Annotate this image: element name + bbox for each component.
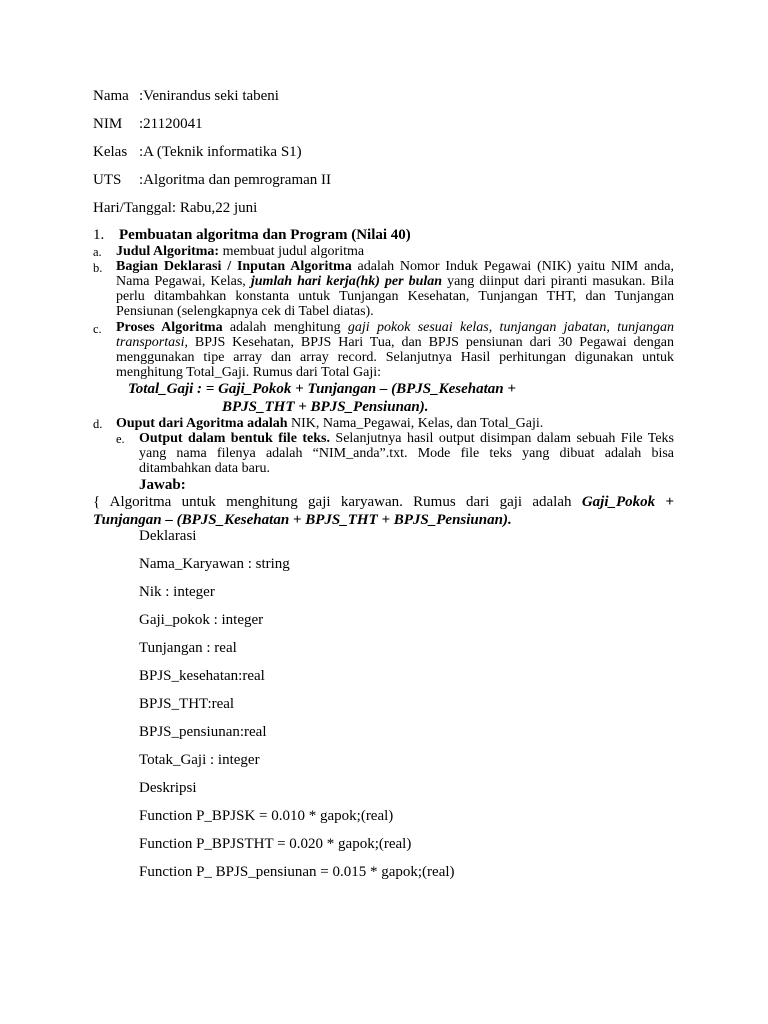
item-c-italic2: transportasi (116, 335, 185, 350)
item-e-line3: ditambahkan data baru. (139, 461, 271, 476)
nama-row (93, 88, 279, 105)
section-number: 1. (93, 227, 105, 243)
comment-formula-part2: Tunjangan – (BPJS_Kesehatan + BPJS_THT + BPJS_Pensiunan). (93, 512, 512, 528)
item-e-marker: e. (116, 432, 125, 446)
declaration-line: Tunjangan : real (139, 640, 237, 656)
function-line: Function P_BPJSTHT = 0.020 * gapok;(real) (139, 836, 412, 852)
deskripsi-heading: Deskripsi (139, 780, 197, 796)
jawab-colon: : (180, 477, 186, 493)
item-c-marker: c. (93, 322, 102, 336)
formula-line2: BPJS_THT + BPJS_Pensiunan). (222, 399, 429, 415)
function-line: Function P_BPJSK = 0.010 * gapok;(real) (139, 808, 394, 824)
kelas-value: :A (Teknik informatika S1) (139, 144, 302, 160)
item-a-bold: Judul Algoritma: (116, 244, 220, 259)
item-d-bold: Ouput dari Agoritma adalah (116, 416, 288, 431)
function-line: Function P_ BPJS_pensiunan = 0.015 * gapok;(real) (139, 864, 455, 880)
item-b-line1 (116, 259, 674, 274)
comment-line1 (93, 494, 674, 511)
uts-row (93, 172, 331, 189)
item-a-text: membuat judul algoritma (219, 244, 365, 259)
comment-text: { Algoritma untuk menghitung gaji karyawan. Rumus dari gaji adalah (93, 494, 582, 510)
uts-label: UTS (93, 172, 122, 188)
item-d (116, 416, 543, 431)
item-d-text: NIK, Nama_Pegawai, Kelas, dan Total_Gaji. (287, 416, 544, 431)
item-c-bold: Proses Algoritma (116, 320, 223, 335)
declaration-line: BPJS_pensiunan:real (139, 724, 267, 740)
formula-line1: Total_Gaji : = Gaji_Pokok + Tunjangan – (BPJS_Kesehatan + (128, 381, 516, 397)
item-b-marker: b. (93, 261, 103, 275)
kelas-row (93, 144, 302, 161)
declaration-line: BPJS_THT:real (139, 696, 235, 712)
item-c-line4: menghitung Total_Gaji. Rumus dari Total Gaji: (116, 365, 382, 380)
item-b-text2: Nama Pegawai, Kelas, (116, 274, 251, 289)
item-b-text3: yang diinput dari piranti masukan. Bila (442, 274, 674, 289)
section-heading (93, 227, 411, 244)
item-a-marker: a. (93, 245, 102, 259)
jawab-text: Jawab (139, 477, 181, 493)
declaration-line: BPJS_kesehatan:real (139, 668, 265, 684)
section-title: Pembuatan algoritma dan Program (Nilai 40) (119, 227, 411, 243)
item-e-bold: Output dalam bentuk file teks. (139, 431, 330, 446)
declaration-line: Nik : integer (139, 584, 215, 600)
declaration-line: Nama_Karyawan : string (139, 556, 290, 572)
nim-label: NIM (93, 116, 123, 132)
item-b-line4: Pensiunan (selengkapnya cek di Tabel diatas). (116, 304, 374, 319)
item-b-line3: perlu ditambahkan konstanta untuk Tunjangan Kesehatan, Tunjangan THT, dan Tunjangan (116, 289, 674, 304)
item-b-bold: Bagian Deklarasi / Inputan Algoritma (116, 259, 352, 274)
nama-label: Nama (93, 88, 129, 104)
item-e-line2: yang nama filenya adalah “NIM_anda”.txt. Mode file teks yang dibuat adalah bisa (139, 446, 674, 461)
declaration-line: Gaji_pokok : integer (139, 612, 264, 628)
item-c-line2 (116, 335, 674, 350)
item-b-text1: adalah Nomor Induk Pegawai (NIK) yaitu NIM anda, (351, 259, 674, 274)
item-c-text2: , BPJS Kesehatan, BPJS Hari Tua, dan BPJS pensiunan dari 30 Pegawai dengan (184, 335, 674, 350)
nim-row (93, 116, 203, 133)
item-b-bold-italic: jumlah hari kerja(hk) per bulan (250, 274, 443, 289)
nama-value: :Venirandus seki tabeni (139, 88, 279, 104)
item-e-line1 (139, 431, 674, 446)
deklarasi-heading: Deklarasi (139, 528, 197, 544)
item-e-text1: Selanjutnya hasil output disimpan dalam sebuah File Teks (329, 431, 674, 446)
item-a (116, 244, 364, 259)
item-b-line2 (116, 274, 674, 289)
nim-value: :21120041 (139, 116, 203, 132)
hari-tanggal: Hari/Tanggal: Rabu,22 juni (93, 200, 258, 216)
item-c-line3: menggunakan tipe array dan array record. Selanjutnya Hasil perhitungan digunakan untuk (116, 350, 674, 365)
comment-formula-part1: Gaji_Pokok + (581, 494, 674, 510)
comment-line2 (93, 512, 512, 529)
item-c-italic1: gaji pokok sesuai kelas, tunjangan jabatan, tunjangan (347, 320, 674, 335)
uts-value: :Algoritma dan pemrograman II (139, 172, 332, 188)
item-d-marker: d. (93, 417, 103, 431)
declaration-line: Totak_Gaji : integer (139, 752, 260, 768)
kelas-label: Kelas (93, 144, 128, 160)
item-c-text1: adalah menghitung (222, 320, 348, 335)
jawab-label (139, 477, 186, 494)
item-c-line1 (116, 320, 674, 335)
